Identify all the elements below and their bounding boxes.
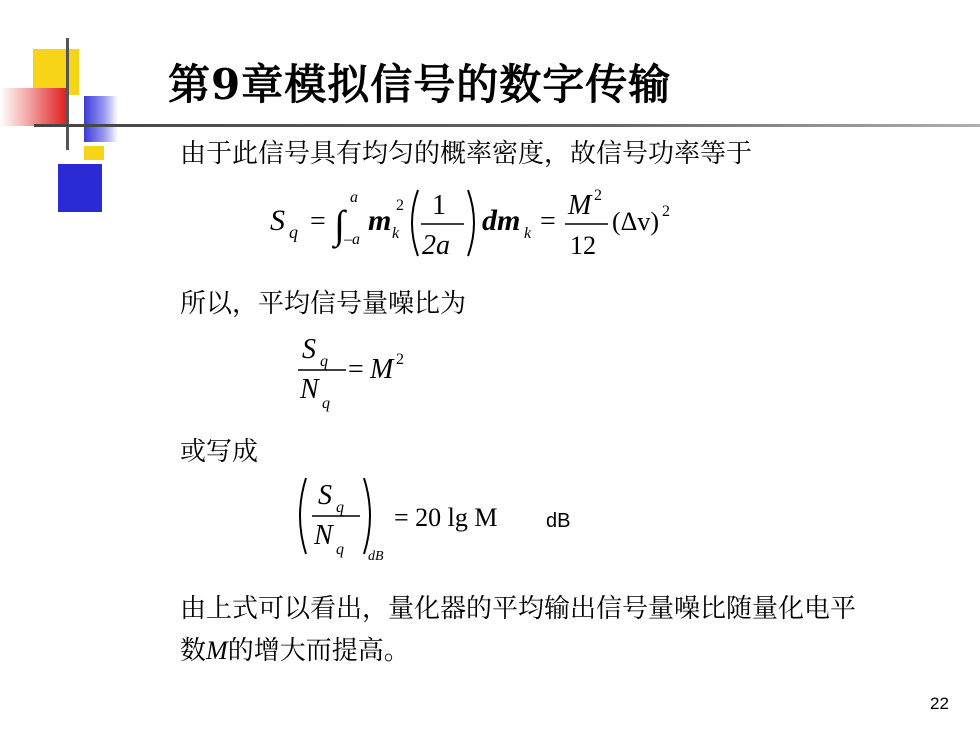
formula-denominator-12: 12	[570, 231, 596, 260]
formula2-equals: =	[348, 354, 364, 385]
paragraph-or-written: 或写成	[180, 437, 259, 467]
formula3-right-paren	[364, 478, 370, 554]
unit-db: dB	[546, 510, 571, 532]
decor-blue-gradient-square	[84, 96, 118, 142]
formula-s: S	[270, 204, 285, 237]
formula2-s: S	[302, 334, 316, 365]
formula-lower-limit: –a	[344, 231, 360, 248]
formula-delta-v: (Δv)	[612, 207, 660, 236]
slide-title: 第9章模拟信号的数字传输	[168, 60, 672, 109]
formula-delta-power-2: 2	[662, 203, 670, 220]
formula-equals: =	[310, 206, 326, 237]
formula-numerator-1: 1	[432, 190, 446, 221]
decor-small-yellow-square	[84, 146, 104, 160]
formula-M: M	[568, 190, 592, 221]
formula-sub-q: q	[289, 222, 298, 242]
title-underline	[34, 124, 980, 127]
formula-dm-sub-k: k	[524, 225, 532, 242]
formula3-s: S	[318, 480, 332, 511]
formula2-power-2: 2	[396, 351, 404, 368]
formula3-sub-q: q	[336, 499, 344, 516]
formula-left-paren	[412, 190, 418, 256]
formula-snr-db	[296, 474, 526, 566]
formula3-n: N	[314, 520, 333, 551]
conclusion-variable-m: M	[206, 636, 228, 665]
formula2-sub-q: q	[320, 353, 328, 370]
conclusion-prefix: 数	[180, 636, 207, 666]
decor-red-gradient-bar	[0, 88, 66, 126]
formula-dm: dm	[482, 204, 521, 237]
formula-equals-2: =	[540, 206, 556, 237]
formula2-n: N	[300, 374, 319, 405]
page-number: 22	[930, 694, 949, 713]
formula2-M: M	[370, 354, 394, 385]
paragraph-signal-power: 由于此信号具有均匀的概率密度，故信号功率等于	[180, 139, 753, 169]
decor-vertical-line	[66, 38, 69, 150]
decor-blue-square	[58, 164, 102, 212]
formula3-sub-q-2: q	[336, 541, 344, 558]
paragraph-conclusion-line-2	[180, 630, 856, 672]
formula-integral: ∫	[334, 202, 345, 247]
formula-upper-limit: a	[350, 189, 358, 206]
paragraph-conclusion-line-1: 由上式可以看出，量化器的平均输出信号量噪比随量化电平	[180, 594, 857, 624]
formula-snr	[296, 328, 436, 418]
formula-m: m	[368, 204, 392, 237]
formula3-rhs: = 20 lg M	[394, 503, 498, 532]
formula-right-paren	[468, 190, 474, 256]
conclusion-suffix: 的增大而提高。	[227, 636, 410, 666]
formula3-left-paren	[300, 478, 306, 554]
formula-M-power-2: 2	[594, 187, 602, 204]
formula-denominator-2a: 2a	[422, 230, 450, 261]
formula-sub-k: k	[392, 225, 400, 242]
formula3-sub-db: dB	[368, 549, 384, 564]
formula2-sub-q-2: q	[322, 395, 330, 412]
paragraph-snr: 所以，平均信号量噪比为	[180, 289, 467, 319]
formula-signal-power	[268, 178, 708, 268]
paragraph-conclusion	[180, 588, 856, 672]
formula-power-2: 2	[396, 197, 404, 214]
